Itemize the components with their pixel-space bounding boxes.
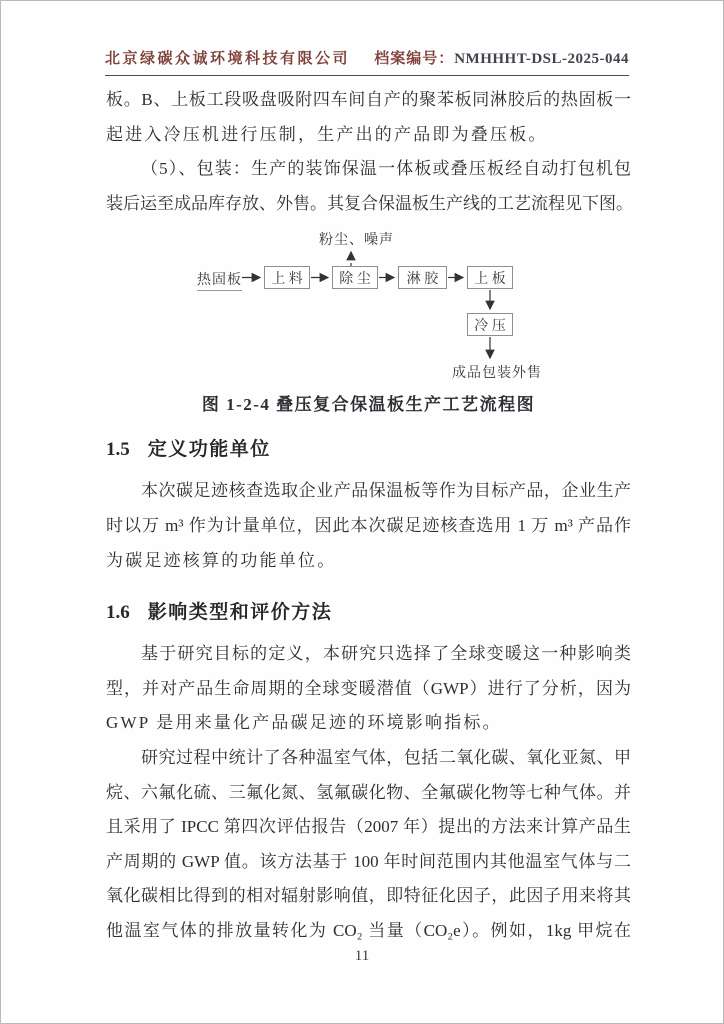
body-line: 他温室气体的排放量转化为 CO₂ 当量（CO₂e）。例如，1kg 甲烷在 <box>106 920 631 940</box>
section-heading-1-5 <box>106 434 631 461</box>
page-header <box>105 47 629 76</box>
body-line: 产周期的 GWP 值。该方法基于 100 年时间范围内其他温室气体与二 <box>106 851 631 871</box>
flowchart-step-gluing: 淋 胶 <box>398 266 447 289</box>
flowchart-step-board-loading: 上 板 <box>467 266 513 289</box>
flowchart-emission-label: 粉尘、噪声 <box>319 233 394 249</box>
page-number: 11 <box>354 948 370 964</box>
body-line: 且采用了 IPCC 第四次评估报告（2007 年）提出的方法来计算产品生 <box>106 817 631 837</box>
page-content <box>106 83 631 949</box>
figure-caption: 图 1-2-4 叠压复合保温板生产工艺流程图 <box>201 395 536 415</box>
section-title: 定义功能单位 <box>147 439 271 461</box>
body-line: （5）、包装：生产的装饰保温一体板或叠压板经自动打包机包 <box>141 159 631 179</box>
paragraph <box>106 152 631 221</box>
body-line: 板。B、上板工段吸盘吸附四车间自产的聚苯板同淋胶后的热固板一 <box>106 90 631 109</box>
body-line: GWP 是用来量化产品碳足迹的环境影响指标。 <box>106 713 502 733</box>
section-title: 影响类型和评价方法 <box>147 602 333 624</box>
flowchart-input-label: 热固板 <box>197 269 242 291</box>
flowchart-step-dedusting: 除 尘 <box>332 266 378 289</box>
archive-number-label: 档案编号： <box>374 51 455 67</box>
body-line: 起进入冷压机进行压制，生产出的产品即为叠压板。 <box>106 124 548 144</box>
flowchart-step-cold-press: 冷 压 <box>467 313 513 336</box>
flowchart-output-label: 成品包装外售 <box>452 366 542 382</box>
section-number: 1.5 <box>106 439 130 461</box>
paragraph <box>106 741 631 949</box>
paragraph <box>106 474 631 578</box>
flowchart-arrows <box>1 226 724 381</box>
paragraph <box>106 83 631 152</box>
section-heading-1-6 <box>106 597 631 624</box>
archive-number-code: NMHHHT-DSL-2025-044 <box>454 51 629 67</box>
process-flowchart <box>1 226 724 381</box>
section-number: 1.6 <box>106 602 130 624</box>
company-name: 北京绿碳众诚环境科技有限公司 <box>105 51 351 67</box>
paragraph <box>106 637 631 741</box>
body-line: 装后运至成品库存放、外售。其复合保温板生产线的工艺流程见下图。 <box>106 193 633 213</box>
body-line: 基于研究目标的定义，本研究只选择了全球变暖这一种影响类 <box>141 644 631 664</box>
body-line: 为碳足迹核算的功能单位。 <box>106 550 337 570</box>
body-line: 型，并对产品生命周期的全球变暖潜值（GWP）进行了分析，因为 <box>106 678 631 698</box>
body-line: 氧化碳相比得到的相对辐射影响值，即特征化因子，此因子用来将其 <box>106 886 631 906</box>
body-line: 烷、六氟化硫、三氟化氮、氢氟碳化物、全氟碳化物等七种气体。并 <box>106 782 631 802</box>
flowchart-step-loading: 上 料 <box>264 266 310 289</box>
body-line: 时以万 m³ 作为计量单位，因此本次碳足迹核查选用 1 万 m³ 产品作 <box>106 515 631 535</box>
body-line: 本次碳足迹核查选取企业产品保温板等作为目标产品，企业生产 <box>141 481 631 501</box>
body-line: 研究过程中统计了各种温室气体，包括二氧化碳、氧化亚氮、甲 <box>141 747 631 767</box>
archive-number <box>374 47 629 68</box>
